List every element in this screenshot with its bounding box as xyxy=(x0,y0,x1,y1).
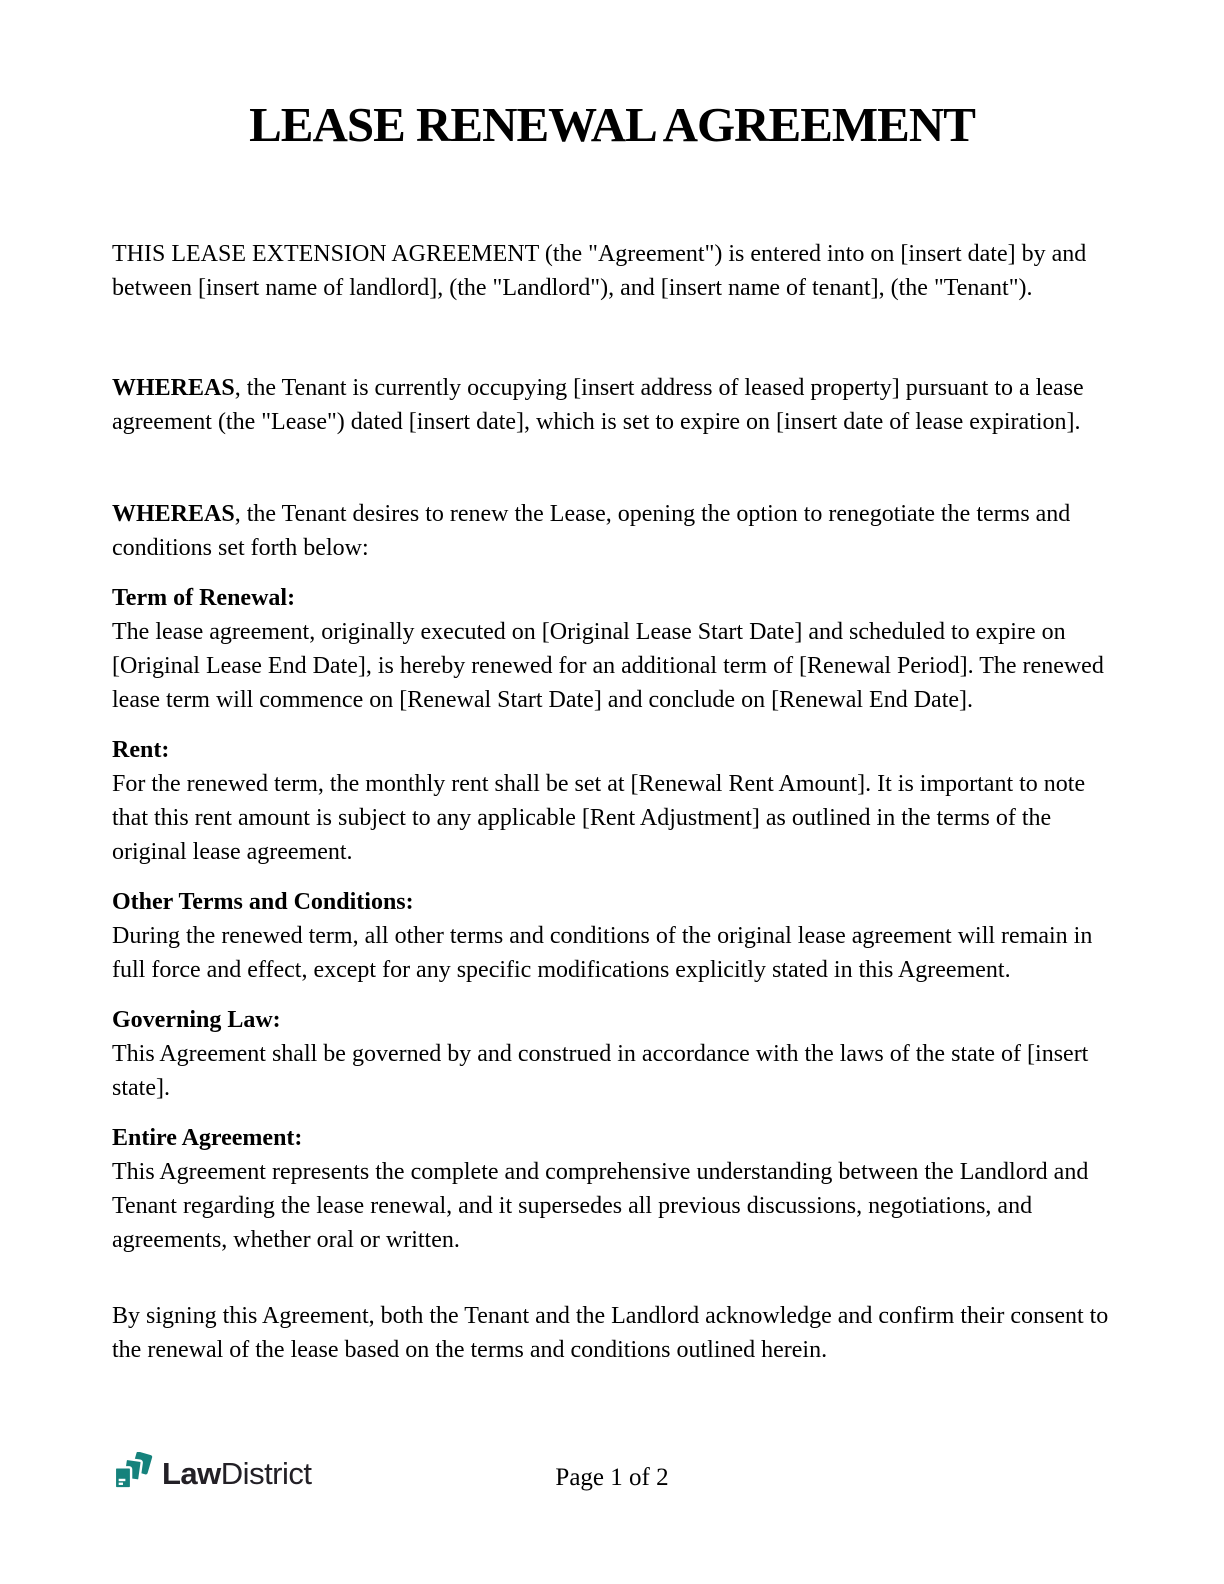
section-other-terms xyxy=(112,885,1112,987)
section-term-of-renewal xyxy=(112,581,1112,717)
whereas-lead: WHEREAS xyxy=(112,375,235,401)
section-heading: Entire Agreement: xyxy=(112,1125,303,1151)
stacked-documents-icon xyxy=(112,1452,154,1496)
whereas-clause-1 xyxy=(112,371,1112,439)
whereas-lead: WHEREAS xyxy=(112,501,235,527)
logo-wordmark xyxy=(162,1456,312,1492)
page-number: Page 1 of 2 xyxy=(555,1464,669,1491)
intro-paragraph: THIS LEASE EXTENSION AGREEMENT (the "Agreement") is entered into on [insert date] by and between [insert name of landlord], (the "Landlord"), and [insert name of tenant], (the "Tenant"). xyxy=(112,241,1087,301)
section-governing-law xyxy=(112,1003,1112,1105)
logo-district: District xyxy=(220,1456,312,1491)
section-body: The lease agreement, originally executed on [Original Lease Start Date] and scheduled to expire on [Original Lease End Date], is hereby renewed for an additional term of [Renewal Period]. The renewed lease term will commence on [Renewal Start Date] and conclude on [Renewal End Date]. xyxy=(112,619,1104,713)
closing-paragraph: By signing this Agreement, both the Tenant and the Landlord acknowledge and confirm their consent to the renewal of the lease based on the terms and conditions outlined herein. xyxy=(112,1303,1109,1363)
page-title: LEASE RENEWAL AGREEMENT xyxy=(249,97,975,152)
page-footer xyxy=(112,1448,1112,1508)
logo-law: Law xyxy=(162,1456,221,1491)
whereas-clause-2 xyxy=(112,497,1112,565)
section-body: During the renewed term, all other terms and conditions of the original lease agreement will remain in full force and effect, except for any specific modifications explicitly stated in this Agreement. xyxy=(112,923,1093,983)
section-heading: Governing Law: xyxy=(112,1007,281,1033)
section-rent xyxy=(112,733,1112,869)
whereas-text: , the Tenant desires to renew the Lease, opening the option to renegotiate the terms and conditions set forth below: xyxy=(112,501,1071,561)
section-heading: Term of Renewal: xyxy=(112,585,296,611)
section-heading: Other Terms and Conditions: xyxy=(112,889,414,915)
section-entire-agreement xyxy=(112,1121,1112,1257)
whereas-text: , the Tenant is currently occupying [insert address of leased property] pursuant to a lease agreement (the "Lease") dated [insert date], which is set to expire on [insert date of lease expiration]. xyxy=(112,375,1084,435)
section-heading: Rent: xyxy=(112,737,170,763)
section-body: This Agreement represents the complete and comprehensive understanding between the Landlord and Tenant regarding the lease renewal, and it supersedes all previous discussions, negotiations, and agreements, whether oral or written. xyxy=(112,1159,1089,1253)
section-body: For the renewed term, the monthly rent shall be set at [Renewal Rent Amount]. It is important to note that this rent amount is subject to any applicable [Rent Adjustment] as outlined in the terms of the original lease agreement. xyxy=(112,771,1086,865)
section-body: This Agreement shall be governed by and construed in accordance with the laws of the state of [insert state]. xyxy=(112,1041,1089,1101)
lawdistrict-logo xyxy=(112,1452,312,1496)
